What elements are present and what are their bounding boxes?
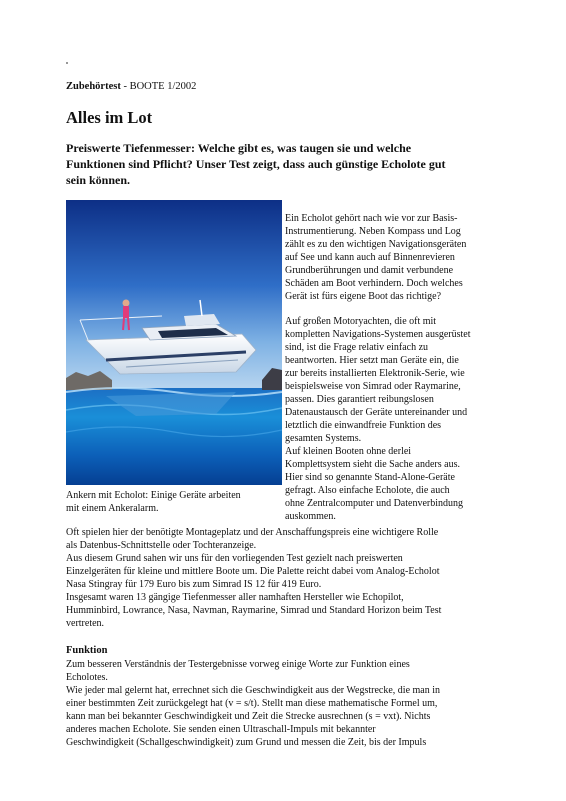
full-width-text [66, 526, 516, 630]
kicker [66, 80, 196, 93]
body-line: Hier sind so genannte Stand-Alone-Geräte [285, 472, 455, 483]
body-line: kann man bei bekannter Geschwindigkeit und Zeit die Strecke ausrechnen (s = vxt). Nichts [66, 711, 431, 722]
caption-line: mit einem Ankeralarm. [66, 503, 159, 514]
lead-line: Funktionen sind Pflicht? Unser Test zeigt, dass auch günstige Echolote gut [66, 157, 446, 171]
photo-caption [66, 489, 282, 515]
kicker-source: - BOOTE 1/2002 [120, 81, 197, 92]
body-line: Oft spielen hier der benötigte Montageplatz und der Anschaffungspreis eine wichtigere Rolle [66, 527, 439, 538]
body-line: Schäden am Boot verhindern. Doch welches [285, 278, 463, 289]
section-text [66, 658, 516, 749]
body-line: letztlich die einwandfreie Funktion des [285, 420, 442, 431]
lead-line: sein können. [66, 173, 131, 187]
body-line: Aus diesem Grund sahen wir uns für den vorliegenden Test gezielt nach preiswerten [66, 553, 403, 564]
paragraph-gap [285, 303, 509, 315]
body-line: ohne Zentralcomputer und Datenverbindung [285, 498, 463, 509]
body-line: einer bestimmten Zeit zurückgelegt hat (v = s/t). Stellt man diese mathematische Formel um, [66, 698, 438, 709]
body-line: vertreten. [66, 618, 105, 629]
lead-line: Preiswerte Tiefenmesser: Welche gibt es, was taugen sie und welche [66, 141, 412, 155]
body-line: passen. Dies garantiert reibungslosen [285, 394, 434, 405]
article-title: Alles im Lot [66, 108, 153, 127]
body-line: Humminbird, Lowrance, Nasa, Navman, Raymarine, Simrad und Standard Horizon beim Test [66, 605, 442, 616]
body-line: auf See und kann auch auf Binnenrevieren [285, 252, 455, 263]
body-line: Nasa Stingray für 179 Euro bis zum Simrad IS 12 für 419 Euro. [66, 579, 322, 590]
body-line: beantworten. Hier setzt man Geräte ein, die [285, 355, 459, 366]
kicker-category: Zubehörtest [66, 81, 121, 92]
body-line: Zum besseren Verständnis der Testergebnisse vorweg einige Worte zur Funktion eines [66, 659, 410, 670]
body-line: kompletten Navigations-Systemen ausgerüstet [285, 329, 471, 340]
body-line: beispielsweise von Simrad oder Raymarine, [285, 381, 461, 392]
section-heading: Funktion [66, 645, 108, 656]
body-line: Instrumentierung. Neben Kompass und Log [285, 226, 461, 237]
stray-dot [66, 62, 68, 64]
body-line: Auf kleinen Booten ohne derlei [285, 446, 412, 457]
caption-line: Ankern mit Echolot: Einige Geräte arbeiten [66, 490, 241, 501]
body-line: Geschwindigkeit (Schallgeschwindigkeit) zum Grund und messen die Zeit, bis der Impuls [66, 737, 427, 748]
right-column-text [285, 212, 509, 523]
body-line: Insgesamt waren 13 gängige Tiefenmesser aller namhaften Hersteller wie Echopilot, [66, 592, 404, 603]
body-line: auskommen. [285, 511, 336, 522]
body-line: Gerät ist fürs eigene Boot das richtige? [285, 291, 442, 302]
body-line: Echolotes. [66, 672, 108, 683]
body-line: Datenaustausch der Geräte untereinander und [285, 407, 468, 418]
body-line: als Datenbus-Schnittstelle oder Tochteranzeige. [66, 540, 257, 551]
motor-yacht-photo [66, 200, 282, 485]
body-line: Ein Echolot gehört nach wie vor zur Basis- [285, 213, 458, 224]
article-lead [66, 140, 486, 188]
body-line: gefragt. Also einfache Echolote, die auch [285, 485, 450, 496]
body-line: Einzelgeräten für kleine und mittlere Boote um. Die Palette reicht dabei vom Analog-Echolot [66, 566, 440, 577]
body-line: Grundberührungen und damit verbundene [285, 265, 454, 276]
body-line: Auf großen Motoryachten, die oft mit [285, 316, 437, 327]
body-line: zählt es zu den wichtigen Navigationsgeräten [285, 239, 467, 250]
body-line: Komplettsystem sieht die Sache anders aus. [285, 459, 460, 470]
body-line: gesamten Systems. [285, 433, 362, 444]
body-line: zur bereits installierten Elektronik-Serie, wie [285, 368, 465, 379]
body-line: anderes machen Echolote. Sie senden einen Ultraschall-Impuls mit bekannter [66, 724, 376, 735]
body-line: sind, ist die Frage relativ einfach zu [285, 342, 429, 353]
body-line: Wie jeder mal gelernt hat, errechnet sich die Geschwindigkeit aus der Wegstrecke, die man in [66, 685, 441, 696]
